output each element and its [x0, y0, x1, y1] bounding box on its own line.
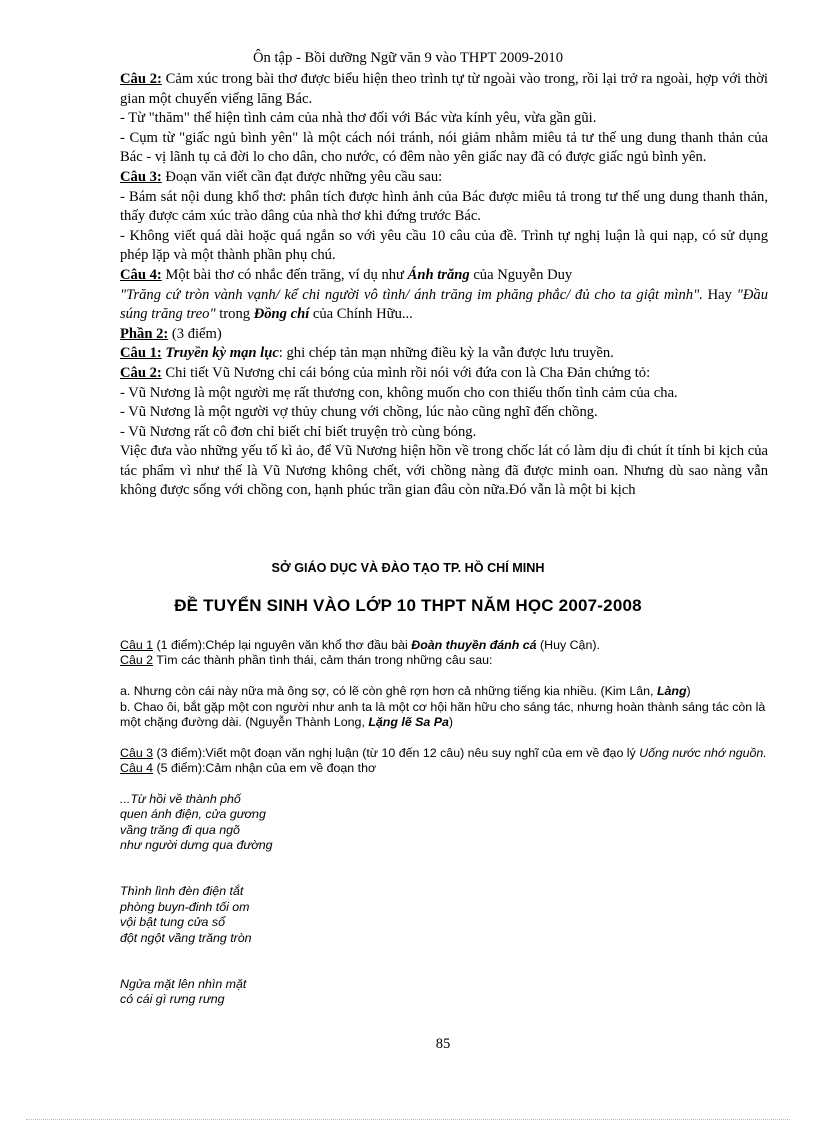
poem-line: Thình lình đèn điện tắt — [120, 884, 244, 899]
cau2-bullet-2: - Cụm từ "giấc ngủ bình yên" là một cách nói tránh, nói giảm nhằm miêu tả tư thế ung dung thanh thản của Bác - vị lãnh tụ cả đời lo cho dân, cho nước, có đêm nào yên giấc nay đã có được giấc ngủ bình yên. — [120, 129, 768, 166]
p2-cau1-paragraph: Câu 1: Truyền kỳ mạn lục: ghi chép tản mạn những điều kỳ la vẫn được lưu truyền. — [120, 345, 614, 362]
cau4-paragraph: Câu 4: Một bài thơ có nhắc đến trăng, ví dụ như Ánh trăng của Nguyễn Duy — [120, 266, 573, 283]
cau2-paragraph: Câu 2: Cảm xúc trong bài thơ được biểu hiện theo trình tự từ ngoài vào trong, rồi lại trở ra ngoài, hợp với thời gian một chuyến viếng lăng Bác. — [120, 71, 768, 107]
footer-divider — [26, 1119, 790, 1120]
poem-line: vội bật tung cửa sổ — [120, 915, 225, 930]
cau3-bullet-1: - Bám sát nội dung khổ thơ: phân tích được hình ảnh của Bác được miêu tả trong tư thế ung dung thanh thản, thấy được cảm xúc trào dâng của nhà thơ khi đứng trước Bác. — [120, 188, 768, 225]
exam-cau1: Câu 1 (1 điểm):Chép lại nguyên văn khổ thơ đầu bài Đoàn thuyền đánh cá (Huy Cận). — [120, 638, 600, 652]
exam-cau2: Câu 2 Tìm các thành phần tình thái, cảm thán trong những câu sau: — [120, 653, 493, 668]
phan2-label: Phần 2: — [120, 325, 169, 342]
exam-title: ĐỀ TUYỂN SINH VÀO LỚP 10 THPT NĂM HỌC 2007-2008 — [174, 596, 642, 615]
p2-cau2-bullet-2: - Vũ Nương là một người vợ thủy chung với chồng, lúc nào cũng nghĩ đến chồng. — [120, 404, 598, 421]
p2-cau2-conclusion: Việc đưa vào những yếu tố kì ảo, để Vũ Nương hiện hồn về trong chốc lát có làm dịu đi chút ít tính bi kịch của tác phẩm vì như thế là Vũ Nương không chết, với chồng nàng đã được minh oan. Nhưng dù sao nàng vẫn không được sống với chồng con, hạnh phúc trần gian đâu còn nữa.Đó vẫn là một bi kịch — [120, 443, 768, 499]
cau3-paragraph: Câu 3: Đoạn văn viết cần đạt được những yêu cầu sau: — [120, 168, 443, 185]
poem-line: như người dưng qua đường — [120, 838, 273, 853]
poem — [120, 792, 768, 1008]
cau4-label: Câu 4: — [120, 266, 162, 283]
exam-section — [120, 638, 768, 1008]
p2-cau2-paragraph: Câu 2: Chi tiết Vũ Nương chỉ cái bóng của mình rồi nói với đứa con là Cha Đản chứng tỏ: — [120, 364, 651, 381]
organization-name: SỞ GIÁO DỤC VÀ ĐÀO TẠO TP. HỒ CHÍ MINH — [271, 561, 545, 575]
cau3-bullet-2: - Không viết quá dài hoặc quá ngắn so với yêu cầu 10 câu của đề. Trình tự nghị luận là qui nạp, có sử dụng phép lặp và một thành phần phụ chú. — [120, 227, 768, 264]
p2-cau2-bullet-3: - Vũ Nương rất cô đơn chỉ biết chỉ biết truyện trò cùng bóng. — [120, 423, 477, 440]
cau4-quote: "Trăng cứ tròn vành vạnh/ kể chi người vô tình/ ánh trăng im phăng phắc/ đủ cho ta giật mình". Hay "Đầu súng trăng treo" trong Đồng chí của Chính Hữu... — [120, 286, 769, 323]
poem-line: có cái gì rưng rưng — [120, 992, 225, 1007]
exam-cau3-label: Câu 3 — [120, 745, 154, 760]
answer-section — [120, 70, 768, 501]
exam-cau2-label: Câu 2 — [120, 653, 154, 668]
p2-cau2-label: Câu 2: — [120, 364, 162, 381]
phan2-heading: Phần 2: (3 điểm) — [120, 325, 222, 342]
poem-line: phòng buyn-đinh tối om — [120, 899, 250, 914]
p2-cau1-label: Câu 1: — [120, 345, 162, 362]
page-number: 85 — [435, 1036, 451, 1052]
cau2-label: Câu 2: — [120, 71, 162, 87]
cau2-bullet-1: - Từ "thăm" thể hiện tình cảm của nhà thơ đối với Bác vừa kính yêu, vừa gần gũi. — [120, 110, 597, 127]
poem-line: Ngửa mặt lên nhìn mặt — [120, 976, 247, 991]
poem-line: đột ngột vầng trăng tròn — [120, 930, 252, 945]
exam-cau4-label: Câu 4 — [120, 761, 154, 776]
poem-line: ...Từ hồi về thành phố — [120, 792, 241, 807]
exam-cau4: Câu 4 (5 điểm):Cảm nhận của em về đoạn thơ — [120, 761, 377, 776]
cau3-label: Câu 3: — [120, 168, 162, 185]
exam-cau3: Câu 3 (3 điểm):Viết một đoạn văn nghị luận (từ 10 đến 12 câu) nêu suy nghĩ của em về đạo lý Uống nước nhớ nguồn. — [120, 745, 767, 760]
p2-cau2-bullet-1: - Vũ Nương là một người mẹ rất thương con, không muốn cho con thiếu thốn tình cảm của cha. — [120, 384, 678, 401]
exam-cau1-label: Câu 1 — [120, 638, 154, 652]
poem-line: quen ánh điện, cửa gương — [120, 807, 266, 822]
exam-cau2-b: b. Chao ôi, bắt gặp một con người như anh ta là một cơ hội hãn hữu cho sáng tác, nhưng hoàn thành sáng tác còn là một chặng đường dài. (Nguyễn Thành Long, Lặng lẽ Sa Pa) — [120, 699, 766, 730]
poem-line: vầng trăng đi qua ngõ — [120, 822, 240, 837]
exam-cau2-a: a. Nhưng còn cái này nữa mà ông sợ, có lẽ còn ghê rợn hơn cả những tiếng kia nhiều. (Kim Lân, Làng) — [120, 684, 691, 699]
running-header: Ôn tập - Bồi dưỡng Ngữ văn 9 vào THPT 2009-2010 — [253, 50, 563, 66]
